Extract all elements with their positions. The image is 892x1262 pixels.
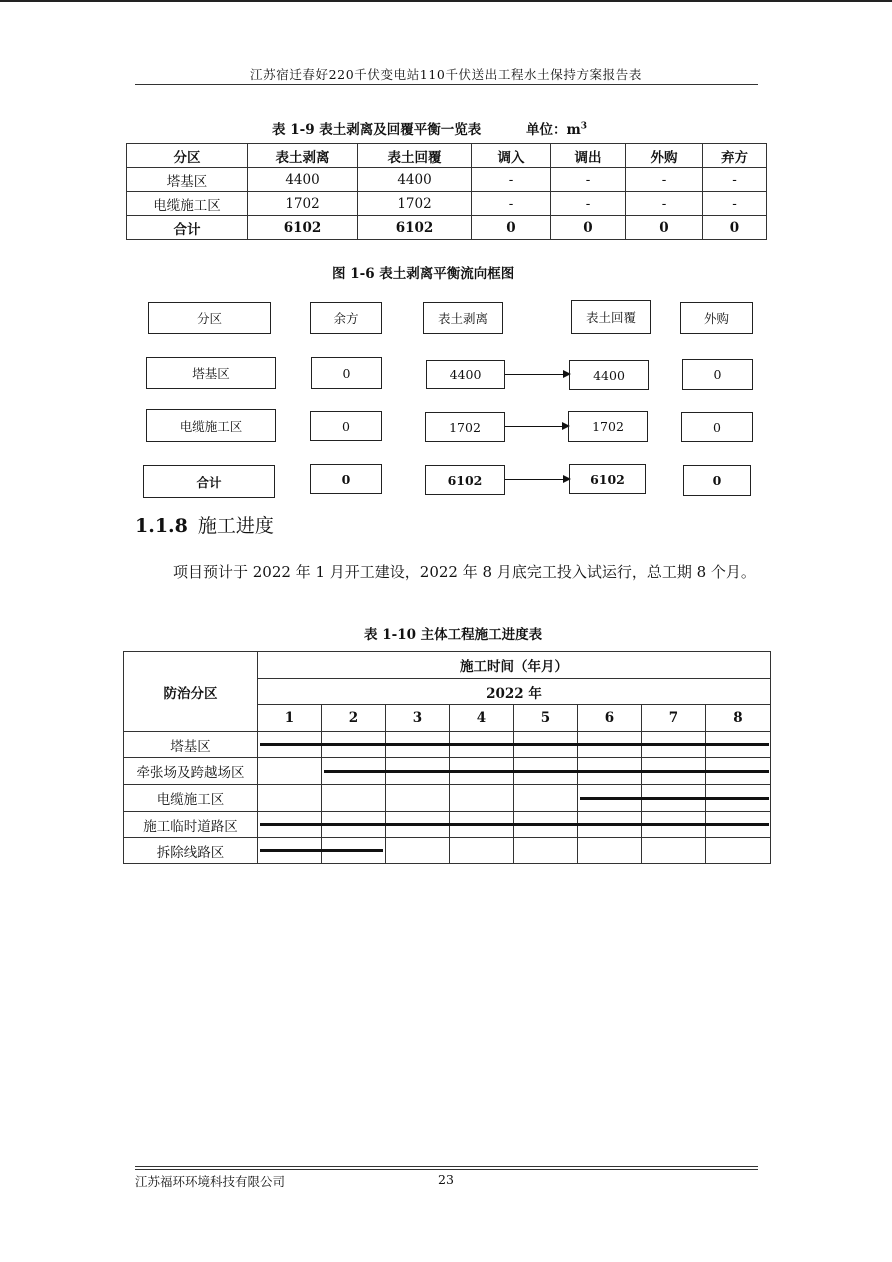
month-header: 5: [514, 705, 578, 732]
col-header: 表土剥离: [248, 144, 358, 168]
zone-name: 施工临时道路区: [124, 812, 258, 838]
flow-stripping-box: 1702: [425, 412, 505, 442]
table-1-9-caption: [272, 118, 587, 138]
flow-surplus-box: 0: [311, 357, 382, 389]
zone-name: 电缆施工区: [124, 785, 258, 812]
flow-head-zone: 分区: [148, 302, 271, 334]
schedule-bar: [324, 770, 769, 773]
flow-head-backfill: 表土回覆: [571, 300, 651, 334]
cell: 6102: [248, 216, 358, 240]
section-heading: [135, 511, 274, 538]
cell: -: [703, 168, 767, 192]
page-number: 23: [438, 1172, 454, 1187]
month-header: 7: [642, 705, 706, 732]
cell: 1702: [358, 192, 472, 216]
section-number: 1.1.8: [135, 515, 188, 537]
left-header: 防治分区: [124, 652, 258, 732]
month-cell: [514, 838, 578, 864]
flow-backfill-box: 1702: [568, 411, 648, 442]
year-header: 2022 年: [258, 679, 771, 705]
unit-superscript: 3: [580, 121, 588, 132]
flow-zone-box: 电缆施工区: [146, 409, 276, 442]
schedule-bar: [260, 823, 769, 826]
flow-total-purchase-box: 0: [683, 465, 751, 496]
month-header: 8: [706, 705, 771, 732]
cell: -: [551, 192, 626, 216]
flow-arrow: [505, 374, 569, 375]
flow-total-stripping-box: 6102: [425, 465, 505, 495]
cell: 4400: [358, 168, 472, 192]
cell: 0: [626, 216, 703, 240]
col-header: 分区: [127, 144, 248, 168]
col-header: 外购: [626, 144, 703, 168]
cell: 1702: [248, 192, 358, 216]
section-paragraph: 项目预计于 2022 年 1 月开工建设，2022 年 8 月底完工投入试运行，总工期 8 个月。: [173, 563, 756, 581]
table-row: [127, 168, 767, 192]
flow-surplus-box: 0: [310, 411, 382, 441]
flow-head-stripping: 表土剥离: [423, 302, 503, 334]
flow-total-box: 合计: [143, 465, 275, 498]
cell: 0: [703, 216, 767, 240]
table-1-10: [123, 651, 771, 864]
month-cell: [322, 785, 386, 812]
cell: 塔基区: [127, 168, 248, 192]
flow-zone-box: 塔基区: [146, 357, 276, 389]
month-cell: [578, 838, 642, 864]
month-cell: [258, 758, 322, 785]
cell: -: [551, 168, 626, 192]
flow-total-backfill-box: 6102: [569, 464, 646, 494]
flow-purchase-box: 0: [681, 412, 753, 442]
zone-name: 拆除线路区: [124, 838, 258, 864]
cell: 合计: [127, 216, 248, 240]
zone-name: 塔基区: [124, 732, 258, 758]
section-title: 施工进度: [197, 515, 274, 537]
col-header: 表土回覆: [358, 144, 472, 168]
zone-name: 牵张场及跨越场区: [124, 758, 258, 785]
schedule-bar: [260, 743, 769, 746]
month-cell: [386, 838, 450, 864]
cell: -: [703, 192, 767, 216]
cell: -: [626, 168, 703, 192]
month-cell: [258, 785, 322, 812]
flow-backfill-box: 4400: [569, 360, 649, 390]
cell: -: [626, 192, 703, 216]
flow-arrow: [505, 479, 569, 480]
flow-total-surplus-box: 0: [310, 464, 382, 494]
cell: 6102: [358, 216, 472, 240]
flow-head-surplus: 余方: [310, 302, 382, 334]
figure-1-6-caption: 图 1-6 表土剥离平衡流向框图: [332, 266, 515, 282]
schedule-bar: [580, 797, 769, 800]
flow-head-purchase: 外购: [680, 302, 753, 334]
month-cell: [386, 785, 450, 812]
schedule-bar: [260, 849, 383, 852]
table-1-9-unit: [526, 122, 587, 138]
footer-rule-secondary: [135, 1169, 758, 1170]
month-header: 2: [322, 705, 386, 732]
time-header: 施工时间（年月）: [258, 652, 771, 679]
month-cell: [450, 838, 514, 864]
month-cell: [706, 838, 771, 864]
month-cell: [514, 785, 578, 812]
cell: 0: [551, 216, 626, 240]
flow-stripping-box: 4400: [426, 360, 505, 389]
schedule-row: [124, 838, 771, 864]
running-header: 江苏宿迁春好220千伏变电站110千伏送出工程水土保持方案报告表: [250, 67, 642, 82]
cell: 0: [472, 216, 551, 240]
flow-purchase-box: 0: [682, 359, 753, 390]
table-1-9: [126, 143, 767, 240]
schedule-header-row: [124, 652, 771, 679]
cell: 电缆施工区: [127, 192, 248, 216]
month-header: 6: [578, 705, 642, 732]
table-row: [127, 192, 767, 216]
table-total-row: [127, 216, 767, 240]
month-cell: [642, 838, 706, 864]
cell: -: [472, 168, 551, 192]
footer-company: 江苏福环环境科技有限公司: [135, 1174, 286, 1189]
table-1-9-title: 表 1-9 表土剥离及回覆平衡一览表: [272, 122, 482, 138]
flow-arrow: [505, 426, 568, 427]
col-header: 调出: [551, 144, 626, 168]
month-cell: [450, 785, 514, 812]
month-header: 1: [258, 705, 322, 732]
unit-label: 单位：m: [526, 122, 581, 138]
table-1-10-caption: 表 1-10 主体工程施工进度表: [364, 627, 543, 643]
col-header: 弃方: [703, 144, 767, 168]
table-1-9-header-row: [127, 144, 767, 168]
month-header: 3: [386, 705, 450, 732]
month-header: 4: [450, 705, 514, 732]
cell: -: [472, 192, 551, 216]
col-header: 调入: [472, 144, 551, 168]
cell: 4400: [248, 168, 358, 192]
top-border: [0, 0, 892, 2]
footer-rule: [135, 1166, 758, 1167]
header-rule: [135, 84, 758, 85]
